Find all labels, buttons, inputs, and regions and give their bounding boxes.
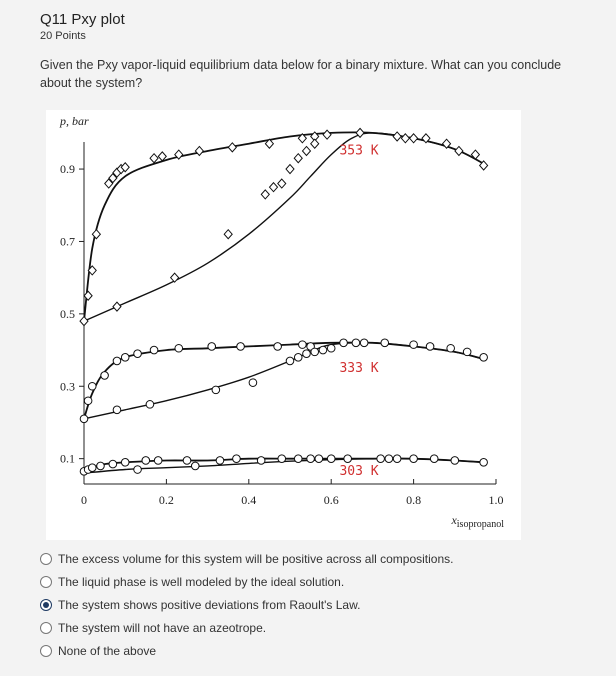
data-point (393, 132, 401, 141)
x-tick-label: 0.8 (406, 493, 422, 507)
option-3[interactable] (40, 616, 600, 639)
data-point (150, 154, 158, 163)
radio-button[interactable] (40, 576, 52, 588)
data-point (113, 357, 121, 365)
data-point (224, 230, 232, 239)
data-point (299, 341, 307, 349)
data-point (195, 146, 203, 155)
data-point (84, 397, 92, 405)
data-point (84, 291, 92, 300)
data-point (134, 466, 142, 474)
radio-button[interactable] (40, 553, 52, 565)
option-0[interactable] (40, 547, 600, 570)
y-tick-label: 0.9 (60, 162, 75, 177)
data-point (233, 455, 241, 463)
x-tick-label: 0 (81, 493, 87, 507)
data-point (113, 406, 121, 414)
data-point (212, 386, 220, 394)
option-label: The excess volume for this system will be positive across all compositions. (58, 551, 454, 566)
dew-curve (84, 133, 484, 321)
data-point (410, 455, 418, 463)
data-point (183, 457, 191, 465)
data-point (249, 379, 257, 387)
data-point (410, 341, 418, 349)
data-point (80, 317, 88, 326)
data-point (303, 350, 311, 358)
data-point (286, 165, 294, 174)
data-point (278, 455, 286, 463)
data-point (480, 458, 488, 466)
data-point (88, 382, 96, 390)
data-point (352, 339, 360, 347)
data-point (360, 339, 368, 347)
data-point (80, 415, 88, 423)
data-point (175, 344, 183, 352)
data-point (315, 455, 323, 463)
data-point (426, 343, 434, 351)
data-point (340, 339, 348, 347)
option-label: The liquid phase is well modeled by the ideal solution. (58, 574, 345, 589)
series-333-k (80, 339, 487, 423)
data-point (344, 455, 352, 463)
data-point (323, 130, 331, 139)
x-tick-label: 1.0 (488, 493, 504, 507)
data-point (377, 455, 385, 463)
data-point (146, 401, 154, 409)
bubble-curve (84, 342, 484, 418)
temperature-label: 333 K (339, 360, 379, 376)
question-text: Given the Pxy vapor-liquid equilibrium data below for a binary mixture. What can you conclude about the system? (40, 58, 562, 90)
series-303-k (80, 455, 487, 479)
data-point (480, 354, 488, 362)
data-point (150, 346, 158, 354)
radio-button[interactable] (40, 622, 52, 634)
data-point (121, 458, 129, 466)
option-label: The system will not have an azeotrope. (58, 620, 267, 635)
data-point (113, 302, 121, 311)
data-point (191, 462, 199, 470)
y-tick-label: 0.7 (60, 234, 75, 249)
series-353-k (80, 128, 488, 325)
data-point (410, 134, 418, 143)
data-point (463, 348, 471, 356)
data-point (430, 455, 438, 463)
data-point (88, 464, 96, 472)
option-2[interactable] (40, 593, 600, 616)
data-point (228, 143, 236, 152)
data-point (278, 179, 286, 188)
option-label: None of the above (58, 643, 157, 658)
dew-curve (84, 343, 484, 419)
data-point (294, 354, 302, 362)
temperature-label: 303 K (339, 463, 379, 479)
data-point (393, 455, 401, 463)
data-point (447, 344, 455, 352)
data-point (455, 146, 463, 155)
data-point (101, 372, 109, 380)
temperature-label: 353 K (339, 143, 379, 159)
data-point (294, 455, 302, 463)
data-point (142, 457, 150, 465)
answer-options (40, 547, 600, 662)
option-1[interactable] (40, 570, 600, 593)
y-tick-label: 0.3 (60, 379, 75, 394)
data-point (270, 183, 278, 192)
data-point (311, 139, 319, 148)
data-point (302, 146, 310, 155)
data-point (327, 455, 335, 463)
data-point (286, 357, 294, 365)
data-point (97, 462, 105, 470)
data-point (401, 134, 409, 143)
data-point (109, 460, 117, 468)
data-point (327, 344, 335, 352)
data-point (121, 354, 129, 362)
x-axis-label: $x_{isopropanol}$ (451, 513, 504, 530)
data-point (134, 350, 142, 358)
option-label: The system shows positive deviations from Raoult's Law. (58, 597, 361, 612)
data-point (451, 457, 459, 465)
data-point (208, 343, 216, 351)
data-point (311, 348, 319, 356)
data-point (381, 339, 389, 347)
data-point (294, 154, 302, 163)
pxy-figure (46, 110, 521, 540)
question-points: 20 Points (40, 30, 86, 42)
data-point (154, 457, 162, 465)
y-tick-label: 0.5 (60, 306, 75, 321)
question-title: Q11 Pxy plot (40, 11, 125, 28)
data-point (274, 343, 282, 351)
y-axis-label: p, bar (60, 114, 89, 128)
data-point (237, 343, 245, 351)
data-point (216, 457, 224, 465)
data-point (257, 457, 265, 465)
x-tick-label: 0.4 (241, 493, 257, 507)
data-point (171, 273, 179, 282)
radio-button[interactable] (40, 599, 52, 611)
x-tick-label: 0.6 (323, 493, 339, 507)
option-4[interactable] (40, 639, 600, 662)
pxy-chart (46, 110, 521, 540)
x-tick-label: 0.2 (158, 493, 174, 507)
radio-button[interactable] (40, 645, 52, 657)
data-point (385, 455, 393, 463)
y-tick-label: 0.1 (60, 451, 75, 466)
bubble-curve (84, 132, 484, 321)
data-point (261, 190, 269, 199)
data-point (307, 455, 315, 463)
data-point (319, 346, 327, 354)
